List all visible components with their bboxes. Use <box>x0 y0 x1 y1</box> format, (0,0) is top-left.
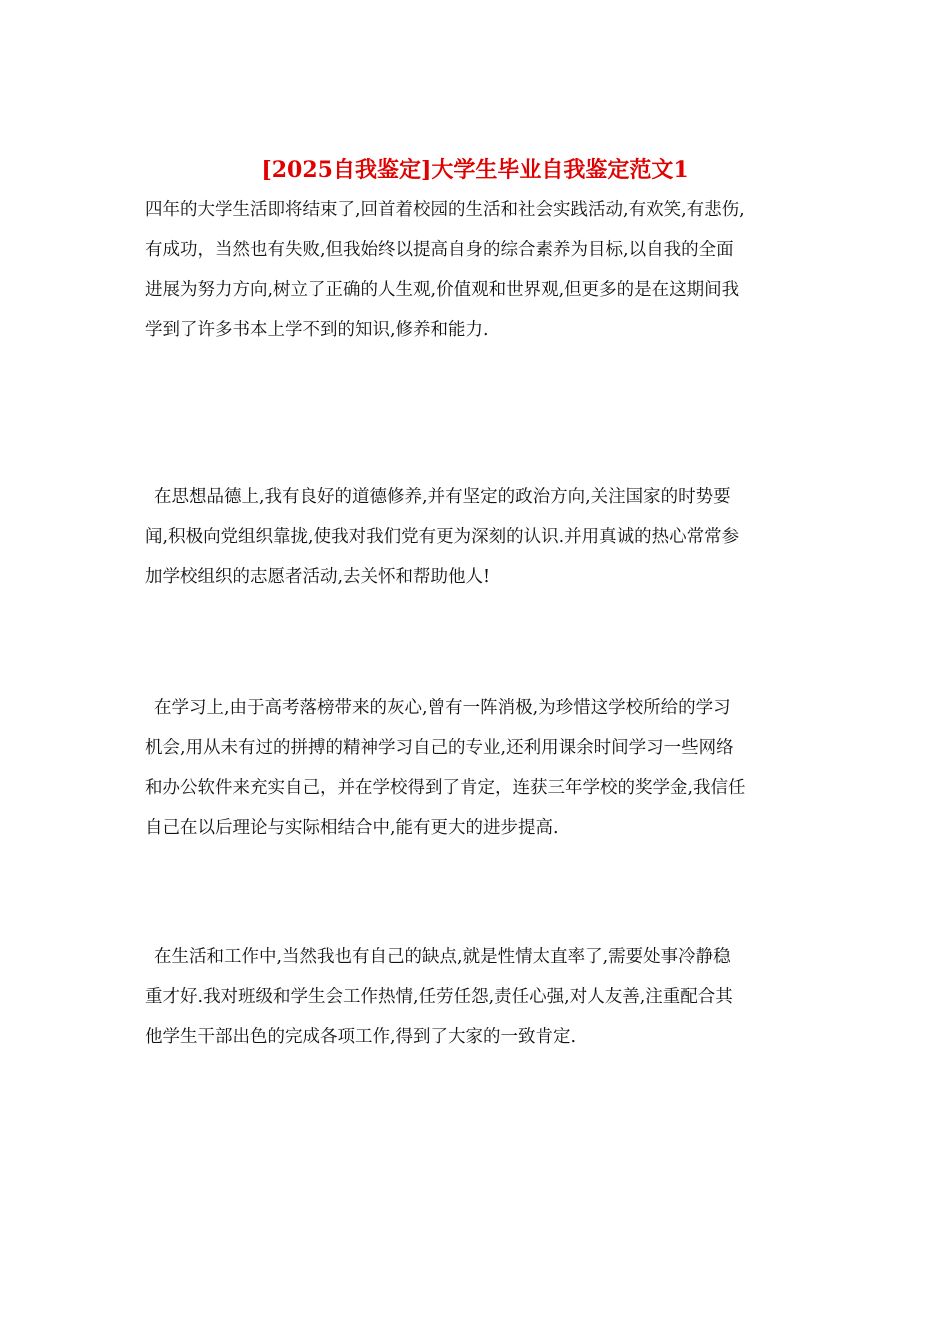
paragraph-line: 进展为努力方向,树立了正确的人生观,价值观和世界观,但更多的是在这期间我 <box>145 280 740 300</box>
paragraph-line: 四年的大学生活即将结束了,回首着校园的生活和社会实践活动,有欢笑,有悲伤, <box>145 200 745 220</box>
paragraph-life-work <box>145 937 805 1057</box>
paragraph-line: 在学习上,由于高考落榜带来的灰心,曾有一阵消极,为珍惜这学校所给的学习 <box>154 698 731 718</box>
paragraph-line: 加学校组织的志愿者活动,去关怀和帮助他人! <box>145 567 491 587</box>
paragraph-line: 在生活和工作中,当然我也有自己的缺点,就是性情太直率了,需要处事冷静稳 <box>154 947 731 967</box>
paragraph-line: 机会,用从未有过的拼搏的精神学习自己的专业,还利用课余时间学习一些网络 <box>145 738 734 758</box>
paragraph-line: 重才好.我对班级和学生会工作热情,任劳任怨,责任心强,对人友善,注重配合其 <box>145 987 733 1007</box>
paragraph-line: 学到了许多书本上学不到的知识,修养和能力. <box>145 320 489 340</box>
paragraph-line: 闻,积极向党组织靠拢,使我对我们党有更为深刻的认识.并用真诚的热心常常参 <box>145 527 740 547</box>
paragraph-line: 有成功，当然也有失败,但我始终以提高自身的综合素养为目标,以自我的全面 <box>145 240 734 260</box>
paragraph-study <box>145 688 805 848</box>
paragraph-line: 自己在以后理论与实际相结合中,能有更大的进步提高. <box>145 818 559 838</box>
paragraph-intro <box>145 190 805 350</box>
paragraph-line: 他学生干部出色的完成各项工作,得到了大家的一致肯定. <box>145 1027 577 1047</box>
paragraph-line: 和办公软件来充实自己，并在学校得到了肯定，连获三年学校的奖学金,我信任 <box>145 778 746 798</box>
paragraph-line: 在思想品德上,我有良好的道德修养,并有坚定的政治方向,关注国家的时势要 <box>154 487 731 507</box>
paragraph-ideology <box>145 477 805 597</box>
document-title: [2025自我鉴定]大学生毕业自我鉴定范文1 <box>261 157 689 183</box>
